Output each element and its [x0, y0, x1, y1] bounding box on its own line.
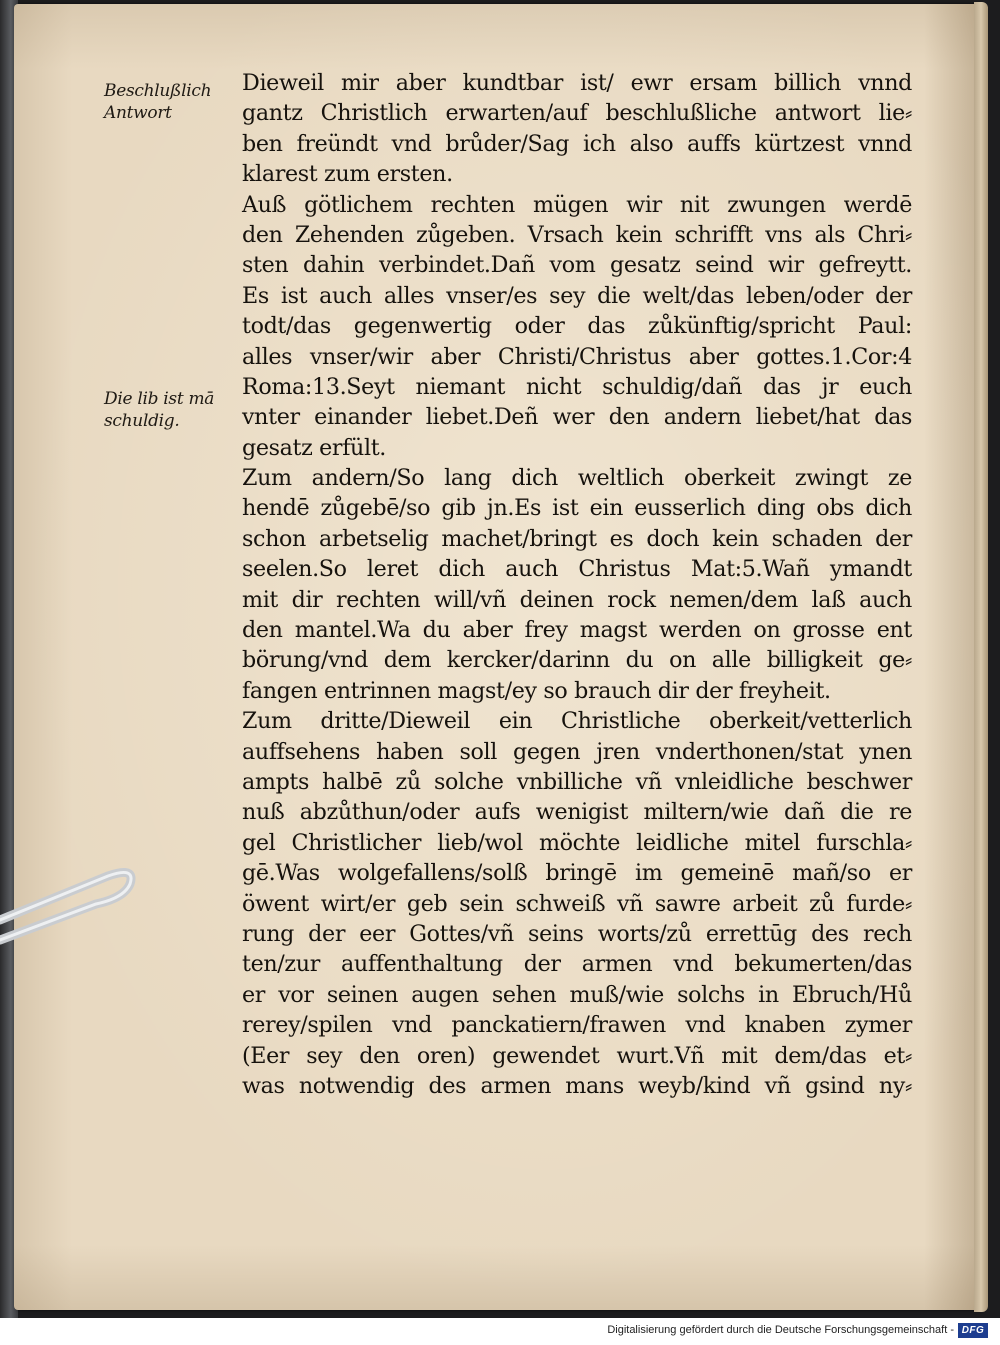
text-line: seelen.So leret dich auch Christus Mat:5.Wañ ymandt	[242, 556, 912, 583]
text-line: gantz Christlich erwarten/auf beschlußliche antwort lie⸗	[242, 100, 912, 127]
text-line: ampts halbē zů solche vnbilliche vñ vnleidliche beschwer	[242, 768, 912, 795]
text-line: vnter einander liebet.Deñ wer den andern liebet/hat das	[242, 404, 912, 431]
text-line: Zum andern/So lang dich weltlich oberkeit zwingt ze	[242, 465, 912, 492]
margin-note-line: Die lib ist mā	[104, 389, 215, 409]
text-line: sten dahin verbindet.Dañ vom gesatz seind wir gefreytt.	[242, 252, 912, 279]
text-line: Es ist auch alles vnser/es sey die welt/das leben/oder der	[242, 282, 912, 309]
text-line: alles vnser/wir aber Christi/Christus aber gottes.1.Cor:4	[242, 343, 912, 370]
dfg-logo[interactable]: DFG	[958, 1323, 988, 1338]
text-line: (Eer sey den oren) gewendet wurt.Vñ mit dem/das et⸗	[242, 1042, 912, 1069]
text-line: den mantel.Wa du aber frey magst werden on grosse ent	[242, 617, 912, 644]
text-line: gesatz erfült.	[242, 434, 387, 461]
text-line: todt/das gegenwertig oder das zůkünftig/spricht Paul:	[242, 313, 912, 340]
text-line: er vor seinen augen sehen muß/wie solchs in Ebruch/Hů	[242, 981, 912, 1008]
text-line: auffsehens haben soll gegen jren vnderthonen/stat ynen	[242, 738, 912, 765]
page-clip-icon	[0, 858, 150, 948]
next-page-edge	[974, 2, 988, 1312]
text-line: Zum dritte/Dieweil ein Christliche oberkeit/vetterlich	[242, 708, 912, 735]
text-line: Auß götlichem rechten mügen wir nit zwungen werdē	[242, 191, 912, 218]
text-line: was notwendig des armen mans weyb/kind vñ gsind ny⸗	[242, 1072, 912, 1099]
text-line: ten/zur auffenthaltung der armen vnd bekumerten/das	[242, 951, 912, 978]
text-line: ӧwent wirt/er geb sein schweiß vñ sawre arbeit zů furde⸗	[242, 890, 912, 917]
text-line: gel Christlicher lieb/wol möchte leidliche mitel furschla⸗	[242, 829, 912, 856]
text-line: Dieweil mir aber kundtbar ist/ ewr ersam billich vnnd	[242, 70, 912, 96]
body-text	[242, 68, 912, 1101]
text-line: mit dir rechten will/vñ deinen rock nemen/dem laß auch	[242, 586, 912, 613]
text-line: rerey/spilen vnd panckatiern/frawen vnd knaben zymer	[242, 1012, 912, 1039]
text-line: nuß abzůthun/oder aufs wenigist miltern/wie dañ die re	[242, 799, 912, 826]
text-line: hendē zůgebē/so gib jn.Es ist ein eusserlich ding obs dich	[242, 495, 912, 522]
text-line: klarest zum ersten.	[242, 161, 453, 188]
margin-note-2	[104, 388, 234, 432]
text-line: schon arbetselig machet/bringt es doch kein schaden der	[242, 525, 912, 552]
text-line: bӧrung/vnd dem kercker/darinn du on alle billigkeit ge⸗	[242, 647, 912, 674]
text-line: rung der eer Gottes/vñ seins worts/zů errettūg des rech	[242, 920, 912, 947]
margin-note-line: Beschlußlich	[104, 81, 212, 101]
margin-note-line: Antwort	[104, 103, 172, 123]
digitization-credit: Digitalisierung gefördert durch die Deutsche Forschungsgemeinschaft -	[607, 1324, 954, 1336]
text-line: gē.Was wolgefallens/solß bringē im gemeinē mañ/so er	[242, 860, 912, 887]
margin-note-1	[104, 80, 234, 124]
footer-bar	[0, 1318, 1000, 1345]
text-line: fangen entrinnen magst/ey so brauch dir der freyheit.	[242, 677, 831, 704]
text-line: ben freündt vnd brůder/Sag ich also auffs kürtzest vnnd	[242, 130, 912, 157]
text-line: Roma:13.Seyt niemant nicht schuldig/dañ das jr euch	[242, 373, 912, 400]
text-line: den Zehenden zůgeben. Vrsach kein schrifft vns als Chri⸗	[242, 221, 912, 248]
margin-note-line: schuldig.	[104, 411, 180, 431]
